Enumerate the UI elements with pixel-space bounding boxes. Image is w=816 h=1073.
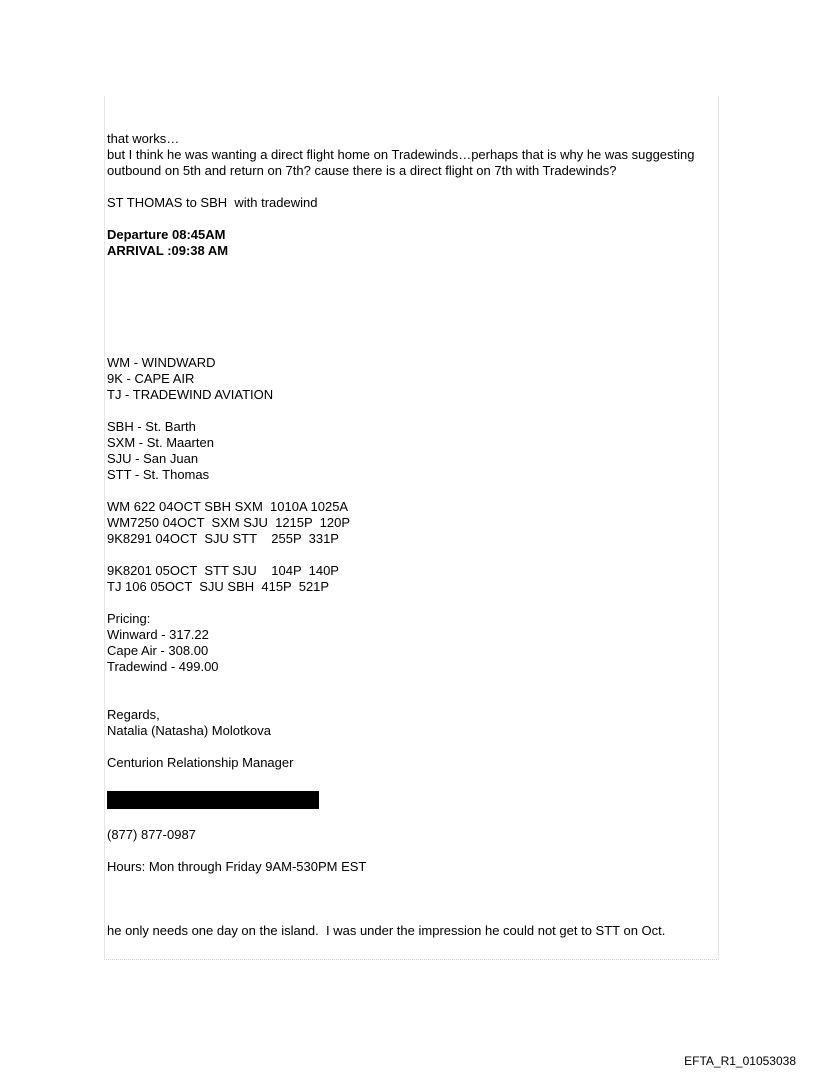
flight-segment: WM 622 04OCT SBH SXM 1010A 1025A (107, 499, 349, 514)
phone-number: (877) 877-0987 (107, 827, 196, 842)
pricing-title: Pricing: (107, 611, 151, 626)
business-hours: Hours: Mon through Friday 9AM-530PM EST (107, 859, 367, 874)
sender-name: Natalia (Natasha) Molotkova (107, 723, 272, 738)
intro-line-2: but I think he was wanting a direct flight home on Tradewinds…perhaps that is why he was suggesting outbound on 5th and return on 7th? cause there is a direct flight on 7th with Tradewinds? (107, 147, 695, 178)
airline-code: TJ - TRADEWIND AVIATION (107, 387, 274, 402)
airline-code: 9K - CAPE AIR (107, 371, 195, 386)
sender-title: Centurion Relationship Manager (107, 755, 294, 770)
price-item: Winward - 317.22 (107, 627, 209, 642)
airline-code: WM - WINDWARD (107, 355, 216, 370)
flight-segment: TJ 106 05OCT SJU SBH 415P 521P (107, 579, 330, 594)
price-item: Cape Air - 308.00 (107, 643, 209, 658)
airport-code: SJU - San Juan (107, 451, 199, 466)
document-id: EFTA_R1_01053038 (684, 1054, 796, 1068)
route-note: ST THOMAS to SBH with tradewind (107, 195, 318, 210)
airport-code: STT - St. Thomas (107, 467, 210, 482)
flight-segment: 9K8291 04OCT SJU STT 255P 331P (107, 531, 339, 546)
redaction-bar (107, 791, 319, 809)
arrival-time: ARRIVAL :09:38 AM (107, 243, 229, 258)
departure-time: Departure 08:45AM (107, 227, 226, 242)
closing-message: he only needs one day on the island. I was under the impression he could not get to STT on Oct. (107, 923, 666, 938)
price-item: Tradewind - 499.00 (107, 659, 219, 674)
airport-code: SBH - St. Barth (107, 419, 196, 434)
email-body (107, 131, 717, 939)
flight-segment: WM7250 04OCT SXM SJU 1215P 120P (107, 515, 351, 530)
regards: Regards, (107, 707, 160, 722)
intro-line-1: that works… (107, 131, 180, 146)
airport-code: SXM - St. Maarten (107, 435, 214, 450)
flight-segment: 9K8201 05OCT STT SJU 104P 140P (107, 563, 339, 578)
